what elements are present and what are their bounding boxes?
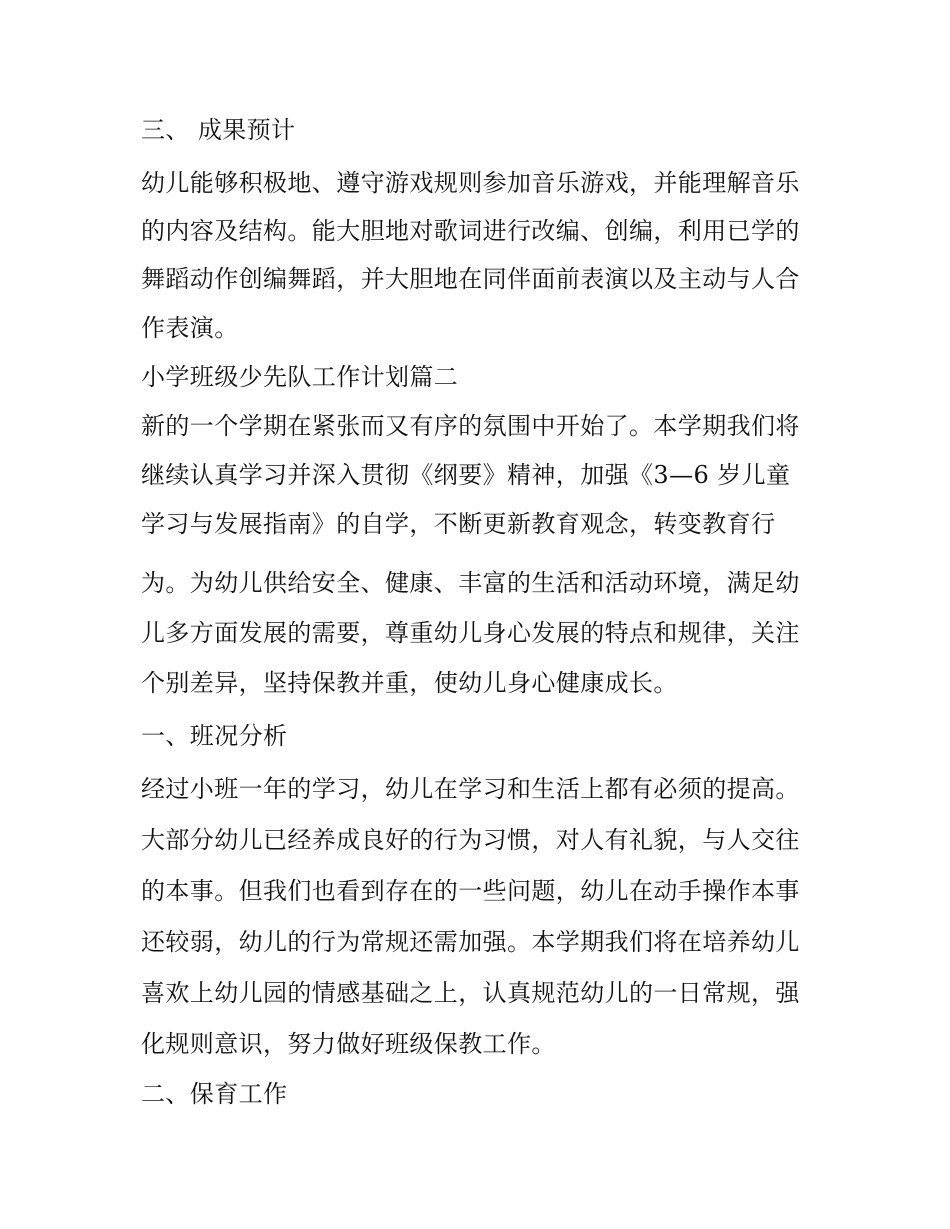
paragraph-line: 的本事。但我们也看到存在的一些问题，幼儿在动手操作本事 xyxy=(141,877,800,905)
paragraph-line: 新的一个学期在紧张而又有序的氛围中开始了。本学期我们将 xyxy=(141,412,800,440)
paragraph-line: 为。为幼儿供给安全、健康、丰富的生活和活动环境，满足幼 xyxy=(141,569,800,597)
paragraph-line: 个别差异，坚持保教并重，使幼儿身心健康成长。 xyxy=(141,669,678,697)
paragraph-line: 幼儿能够积极地、遵守游戏规则参加音乐游戏，并能理解音乐 xyxy=(141,169,800,197)
section-heading-outcomes: 三、 成果预计 xyxy=(141,116,296,144)
paragraph-line: 儿多方面发展的需要，尊重幼儿身心发展的特点和规律，关注 xyxy=(141,619,800,647)
article-title: 小学班级少先队工作计划篇二 xyxy=(141,363,459,391)
paragraph-line: 继续认真学习并深入贯彻《纲要》精神，加强《3—6 岁儿童 xyxy=(141,461,791,489)
paragraph-line: 经过小班一年的学习，幼儿在学习和生活上都有必须的提高。 xyxy=(141,775,800,803)
paragraph-line: 化规则意识，努力做好班级保教工作。 xyxy=(141,1030,556,1058)
paragraph-line: 学习与发展指南》的自学，不断更新教育观念，转变教育行 xyxy=(141,510,776,538)
paragraph-line: 还较弱，幼儿的行为常规还需加强。本学期我们将在培养幼儿 xyxy=(141,928,800,956)
paragraph-line: 舞蹈动作创编舞蹈，并大胆地在同伴面前表演以及主动与人合 xyxy=(141,265,800,293)
paragraph-line: 作表演。 xyxy=(141,314,239,342)
paragraph-line: 的内容及结构。能大胆地对歌词进行改编、创编，利用已学的 xyxy=(141,217,800,245)
paragraph-line: 大部分幼儿已经养成良好的行为习惯，对人有礼貌，与人交往 xyxy=(141,826,800,854)
section-heading-care-work: 二、保育工作 xyxy=(141,1080,288,1108)
paragraph-line: 喜欢上幼儿园的情感基础之上，认真规范幼儿的一日常规，强 xyxy=(141,979,800,1007)
section-heading-class-analysis: 一、班况分析 xyxy=(141,722,288,750)
